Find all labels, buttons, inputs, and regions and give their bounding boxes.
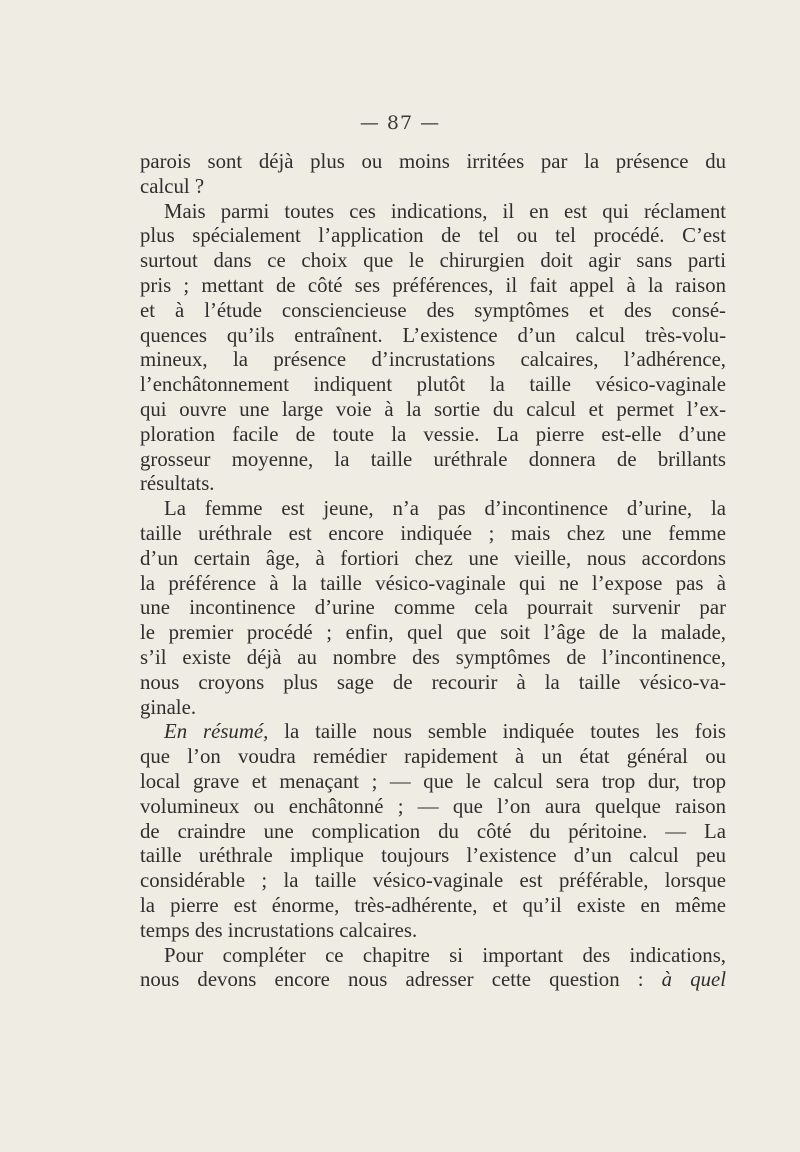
text-line: volumineux ou enchâtonné ; — que l’on aura quelque raison (140, 794, 726, 818)
text-line: taille uréthrale est encore indiquée ; mais chez une femme (140, 521, 726, 545)
text-line: Mais parmi toutes ces indications, il en est qui réclament (164, 199, 726, 223)
text-line: plus spécialement l’application de tel ou tel procédé. C’est (140, 224, 726, 248)
text-line: et à l’étude consciencieuse des symptômes et des consé- (140, 298, 726, 322)
text-line: de craindre une complication du côté du péritoine. — La (140, 819, 726, 843)
text-line: pris ; mettant de côté ses préférences, il fait appel à la raison (140, 273, 726, 297)
text-line: considérable ; la taille vésico-vaginale est préférable, lorsque (140, 869, 726, 893)
text-line: calcul ? (140, 174, 205, 198)
body-text (140, 150, 726, 993)
text-line: local grave et menaçant ; — que le calcul sera trop dur, trop (140, 769, 726, 793)
text-line: l’enchâtonnement indiquent plutôt la taille vésico-vaginale (140, 373, 726, 397)
text-line: ploration facile de toute la vessie. La pierre est-elle d’une (140, 422, 726, 446)
text-line: le premier procédé ; enfin, quel que soit l’âge de la malade, (140, 621, 726, 645)
page-number: — 87 — (359, 112, 441, 134)
text-line: ginale. (140, 695, 197, 719)
text-line: s’il existe déjà au nombre des symptômes de l’incontinence, (140, 645, 726, 669)
text-line: mineux, la présence d’incrustations calcaires, l’adhérence, (140, 348, 726, 372)
text-line: quences qu’ils entraînent. L’existence d’un calcul très-volu- (140, 323, 726, 347)
text-line: temps des incrustations calcaires. (140, 918, 418, 942)
text-line-content: nous devons encore nous adresser cette question : (140, 968, 644, 992)
italic-tail: à quel (661, 968, 726, 992)
text-line: nous croyons plus sage de recourir à la taille vésico-va- (140, 670, 726, 694)
text-line: d’un certain âge, à fortiori chez une vieille, nous accordons (140, 546, 726, 570)
text-line: surtout dans ce choix que le chirurgien doit agir sans parti (140, 249, 726, 273)
text-line: résultats. (140, 472, 215, 496)
text-line: parois sont déjà plus ou moins irritées par la présence du (140, 150, 726, 173)
text-line (140, 968, 726, 993)
text-line: qui ouvre une large voie à la sortie du calcul et permet l’ex- (140, 397, 726, 421)
text-line: La femme est jeune, n’a pas d’incontinence d’urine, la (164, 497, 726, 521)
text-line: Pour compléter ce chapitre si important des indications, (164, 943, 726, 967)
text-line: la préférence à la taille vésico-vaginale qui ne l’expose pas à (140, 571, 726, 595)
text-line: grosseur moyenne, la taille uréthrale donnera de brillants (140, 447, 726, 471)
text-line: une incontinence d’urine comme cela pourrait survenir par (140, 596, 726, 620)
text-line-content: la taille nous semble indiquée toutes les fois (284, 720, 726, 744)
text-line (140, 720, 726, 745)
text-line: la pierre est énorme, très-adhérente, et qu’il existe en même (140, 893, 726, 917)
text-line: que l’on voudra remédier rapidement à un état général ou (140, 745, 726, 769)
text-line: taille uréthrale implique toujours l’existence d’un calcul peu (140, 844, 726, 868)
italic-lead: En résumé, (164, 720, 269, 744)
